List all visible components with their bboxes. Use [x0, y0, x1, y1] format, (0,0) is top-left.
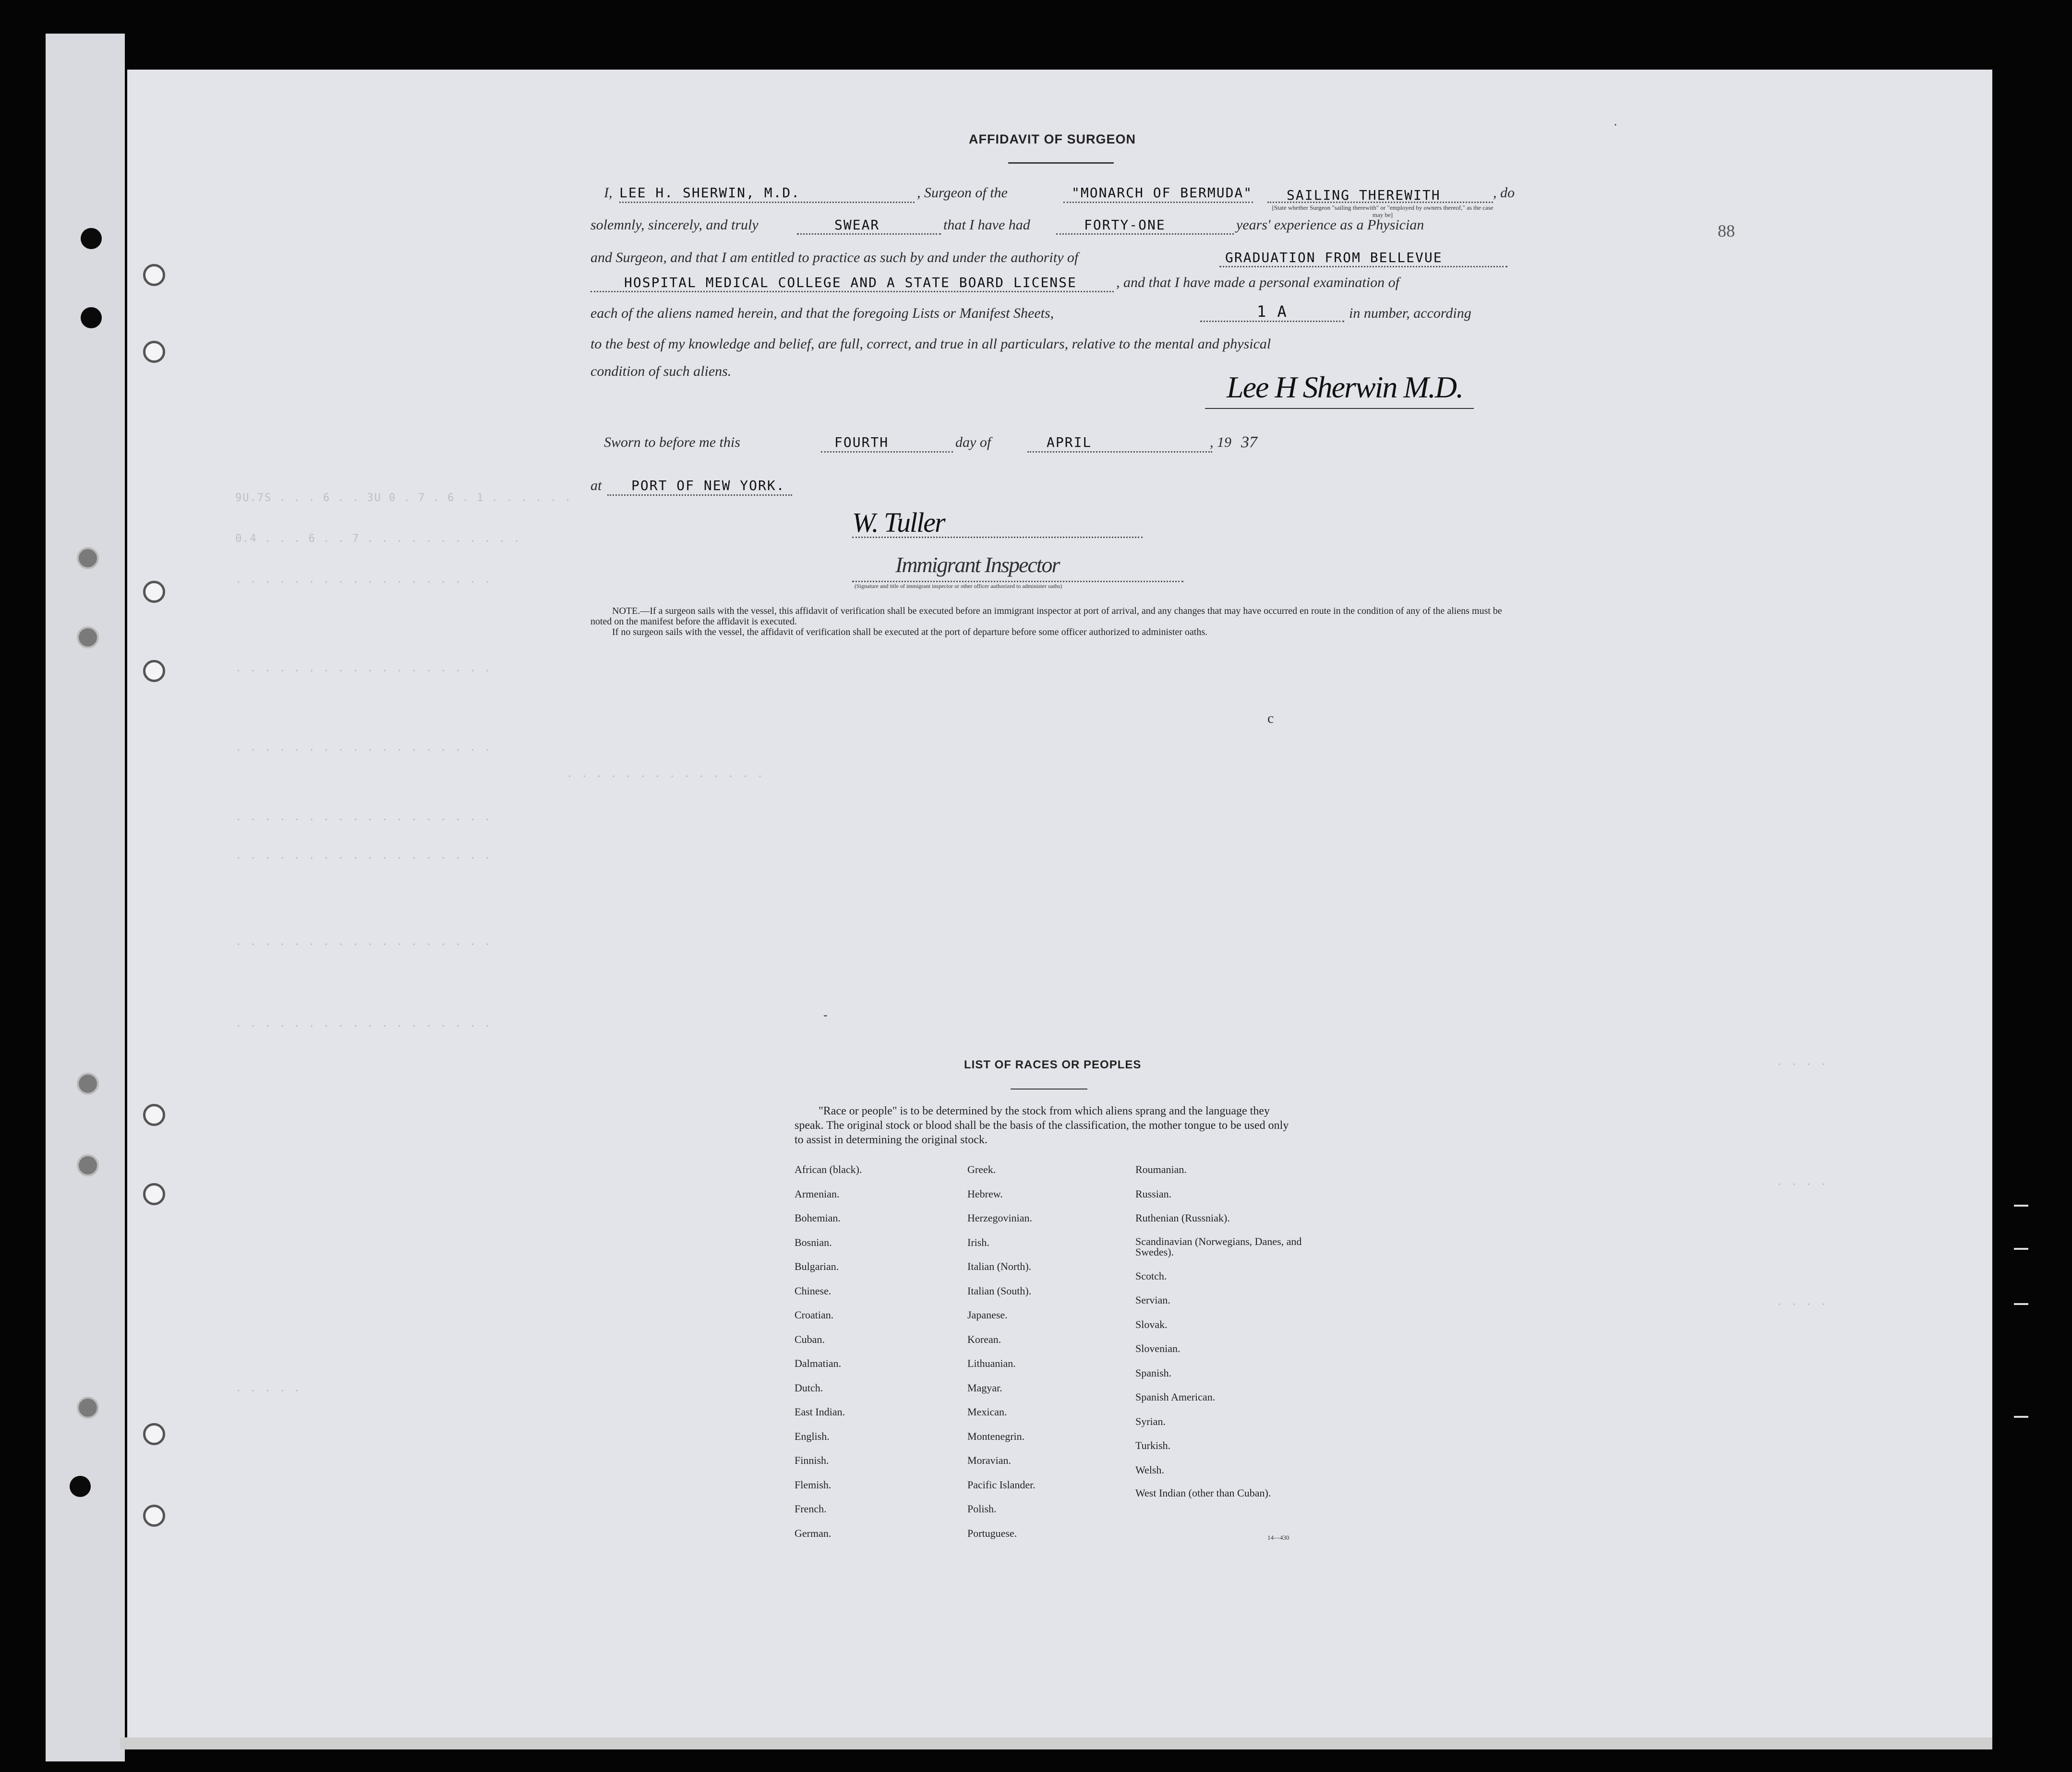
oath-word: SWEAR — [834, 217, 880, 233]
fill-line — [1200, 321, 1344, 322]
race-item: Spanish American. — [1135, 1391, 1216, 1403]
sworn-day: FOURTH — [834, 434, 889, 450]
race-item: Portuguese. — [967, 1527, 1017, 1539]
races-title: LIST OF RACES OR PEOPLES — [964, 1058, 1142, 1071]
fill-line — [1219, 266, 1507, 267]
binding-hole — [77, 1154, 99, 1176]
race-item: Welsh. — [1135, 1463, 1164, 1476]
binding-hole — [143, 341, 165, 363]
text-do: , do — [1493, 185, 1515, 201]
race-item: Finnish. — [795, 1454, 829, 1466]
fill-line — [590, 291, 1114, 292]
text-best-knowledge: to the best of my knowledge and belief, are full, correct, and true in all particulars, relative to the mental and physical — [590, 336, 1271, 352]
race-item: Italian (South). — [967, 1284, 1032, 1297]
race-item: English. — [795, 1430, 830, 1442]
bleed-through-text: . . . . . . . . . . . . . . . . . . — [235, 742, 492, 754]
stray-mark: - — [823, 1008, 828, 1022]
sworn-month: APRIL — [1047, 434, 1092, 450]
text-personal-exam: , and that I have made a personal examination of — [1116, 275, 1399, 290]
race-item: West Indian (other than Cuban). — [1135, 1487, 1271, 1499]
bleed-through-text: 0.4 . . . 6 . . 7 . . . . . . . . . . . — [235, 533, 521, 545]
fill-line — [1063, 202, 1253, 203]
bleed-through-text: . . . . . . . . . . . . . . . . . . — [235, 574, 492, 586]
race-item: Bulgarian. — [795, 1260, 839, 1272]
race-item: African (black). — [795, 1163, 862, 1175]
edge-mark — [2014, 1303, 2028, 1305]
race-item: Chinese. — [795, 1284, 831, 1297]
fill-line — [1056, 233, 1234, 235]
text-have-had: that I have had — [943, 217, 1030, 233]
bleed-through-text: . . . . — [1776, 1176, 1828, 1188]
note-paragraph-1: NOTE.—If a surgeon sails with the vessel, this affidavit of verification shall be executed before an immigrant inspector at port of arrival, and any changes that may have occurred en route in the condition of any of the aliens must be noted on the manifest before the affidavit is executed. — [590, 606, 1502, 627]
race-item: Armenian. — [795, 1187, 840, 1200]
race-item: Servian. — [1135, 1294, 1170, 1306]
binding-hole — [143, 1104, 165, 1126]
race-item: Irish. — [967, 1236, 989, 1248]
signature-line — [1205, 408, 1474, 409]
authority-line-1: GRADUATION FROM BELLEVUE — [1225, 250, 1443, 265]
race-item: Herzegovinian. — [967, 1212, 1032, 1224]
race-item: French. — [795, 1503, 827, 1515]
races-column-1 — [795, 1163, 862, 1551]
official-caption: (Signature and title of immigrant inspector or other officer authorized to administer oaths) — [855, 583, 1062, 589]
race-item: Spanish. — [1135, 1366, 1172, 1379]
race-item: Russian. — [1135, 1187, 1172, 1200]
race-item: Hebrew. — [967, 1187, 1003, 1200]
edge-mark — [2014, 1248, 2028, 1250]
fill-line — [1267, 202, 1493, 203]
form-number: 14—430 — [1267, 1534, 1289, 1541]
sworn-place: PORT OF NEW YORK. — [631, 478, 785, 493]
race-item: Mexican. — [967, 1406, 1007, 1418]
race-item: Ruthenian (Russniak). — [1135, 1212, 1230, 1224]
binding-hole — [77, 1397, 99, 1419]
race-item: Korean. — [967, 1333, 1001, 1345]
official-title: Immigrant Inspector — [895, 552, 1060, 577]
vessel-name: "MONARCH OF BERMUDA" — [1072, 185, 1253, 201]
binding-hole — [143, 1423, 165, 1445]
binding-hole — [143, 660, 165, 682]
fill-line — [821, 451, 953, 453]
stray-mark: c — [1267, 710, 1274, 726]
page-number: 88 — [1718, 221, 1735, 240]
binding-hole — [143, 1505, 165, 1527]
sheet-count: 1 A — [1257, 302, 1288, 321]
race-item: Scandinavian (Norwegians, Danes, and Swedes). — [1135, 1235, 1302, 1258]
bleed-through-text: . . . . . . . . . . . . . . . . . . — [235, 811, 492, 823]
edge-mark — [2014, 1205, 2028, 1207]
binding-hole — [77, 1073, 99, 1095]
text-sworn: Sworn to before me this — [604, 434, 740, 450]
text-at: at — [590, 478, 602, 493]
race-item: Polish. — [967, 1503, 997, 1515]
races-title-rule — [1011, 1089, 1087, 1090]
document-page — [127, 70, 1992, 1745]
fill-line — [852, 537, 1143, 538]
race-item: Flemish. — [795, 1478, 831, 1491]
text-condition: condition of such aliens. — [590, 363, 732, 379]
text-year-prefix: , 19 — [1210, 434, 1231, 450]
surgeon-status: SAILING THEREWITH — [1287, 187, 1441, 203]
race-item: Montenegrin. — [967, 1430, 1025, 1442]
bleed-through-text: . . . . . . . . . . . . . . . . . . — [235, 1018, 492, 1030]
race-item: Turkish. — [1135, 1439, 1171, 1451]
fill-line — [852, 581, 1183, 582]
race-item: Moravian. — [967, 1454, 1012, 1466]
bleed-through-text: . . . . — [1776, 1056, 1828, 1068]
binding-strip — [46, 34, 125, 1761]
binding-hole — [70, 1476, 91, 1497]
text-i: I, — [604, 185, 613, 201]
bleed-through-text: . . . . . . . . . . . . . . . . . . — [235, 936, 492, 948]
race-item: Scotch. — [1135, 1269, 1167, 1282]
race-item: Japanese. — [967, 1309, 1008, 1321]
race-item: Croatian. — [795, 1309, 834, 1321]
bleed-through-text: . . . . — [1776, 1296, 1828, 1308]
races-column-3 — [1135, 1163, 1308, 1514]
races-intro: "Race or people" is to be determined by the stock from which aliens sprang and the language they speak. The original stock or blood shall be the basis of the classification, the mother tongue to be used only to assist in determining the original stock. — [795, 1105, 1289, 1146]
binding-hole — [77, 626, 99, 648]
status-instruction: [State whether Surgeon "sailing therewith" or "employed by owners thereof," as the case may be] — [1272, 204, 1494, 218]
race-item: Greek. — [967, 1163, 996, 1175]
binding-hole — [81, 307, 102, 328]
race-item: German. — [795, 1527, 831, 1539]
page-edge — [120, 1737, 1992, 1749]
text-solemnly: solemnly, sincerely, and truly — [590, 217, 759, 233]
fill-line — [797, 233, 941, 235]
fill-line — [1027, 451, 1212, 453]
sworn-year: 37 — [1241, 433, 1257, 451]
binding-hole — [143, 1183, 165, 1205]
text-surgeon-of: , Surgeon of the — [917, 185, 1008, 201]
official-signature: W. Tuller — [852, 507, 945, 538]
binding-hole — [143, 264, 165, 286]
races-column-2 — [967, 1163, 1036, 1551]
bleed-through-text: 9U.7S . . . 6 . . 3U 0 . 7 . 6 . 1 . . . . . . — [235, 492, 572, 504]
fill-line — [619, 202, 915, 203]
race-item: Bosnian. — [795, 1236, 832, 1248]
text-surgeon-entitled: and Surgeon, and that I am entitled to practice as such by and under the authority of — [590, 250, 1079, 265]
bleed-through-text: . . . . . . . . . . . . . . . . . . — [235, 662, 492, 674]
binding-hole — [77, 547, 99, 569]
race-item: Magyar. — [967, 1381, 1002, 1394]
text-day-of: day of — [955, 434, 991, 450]
race-item: Bohemian. — [795, 1212, 841, 1224]
race-item: Dalmatian. — [795, 1357, 842, 1369]
bleed-through-text: . . . . . — [235, 1382, 301, 1394]
race-item: Pacific Islander. — [967, 1478, 1036, 1491]
fill-line — [607, 494, 792, 496]
edge-mark — [2014, 1416, 2028, 1418]
race-item: Slovenian. — [1135, 1342, 1181, 1354]
text-in-number: in number, according — [1349, 305, 1471, 321]
surgeon-name: LEE H. SHERWIN, M.D. — [619, 185, 801, 201]
text-experience: years' experience as a Physician — [1236, 217, 1424, 233]
binding-hole — [143, 581, 165, 603]
authority-line-2: HOSPITAL MEDICAL COLLEGE AND A STATE BOARD LICENSE — [624, 275, 1077, 290]
race-item: Lithuanian. — [967, 1357, 1016, 1369]
note-paragraph-2: If no surgeon sails with the vessel, the affidavit of verification shall be executed at the port of departure before some officer authorized to administer oaths. — [612, 627, 1208, 637]
title-rule — [1008, 162, 1114, 164]
bleed-through-text: . . . . . . . . . . . . . . . . . . — [235, 850, 492, 862]
surgeon-signature: Lee H Sherwin M.D. — [1227, 370, 1463, 404]
text-each-alien: each of the aliens named herein, and that the foregoing Lists or Manifest Sheets, — [590, 305, 1054, 321]
bleed-through-text: . . . . . . . . . . . . . . — [566, 768, 764, 780]
race-item: Italian (North). — [967, 1260, 1032, 1272]
race-item: Cuban. — [795, 1333, 825, 1345]
race-item: East Indian. — [795, 1406, 845, 1418]
race-item: Roumanian. — [1135, 1163, 1187, 1175]
race-item: Dutch. — [795, 1381, 823, 1394]
years-experience: FORTY-ONE — [1084, 217, 1166, 233]
race-item: Slovak. — [1135, 1318, 1168, 1330]
binding-hole — [81, 228, 102, 249]
race-item: Syrian. — [1135, 1415, 1166, 1427]
affidavit-title: AFFIDAVIT OF SURGEON — [969, 132, 1136, 146]
